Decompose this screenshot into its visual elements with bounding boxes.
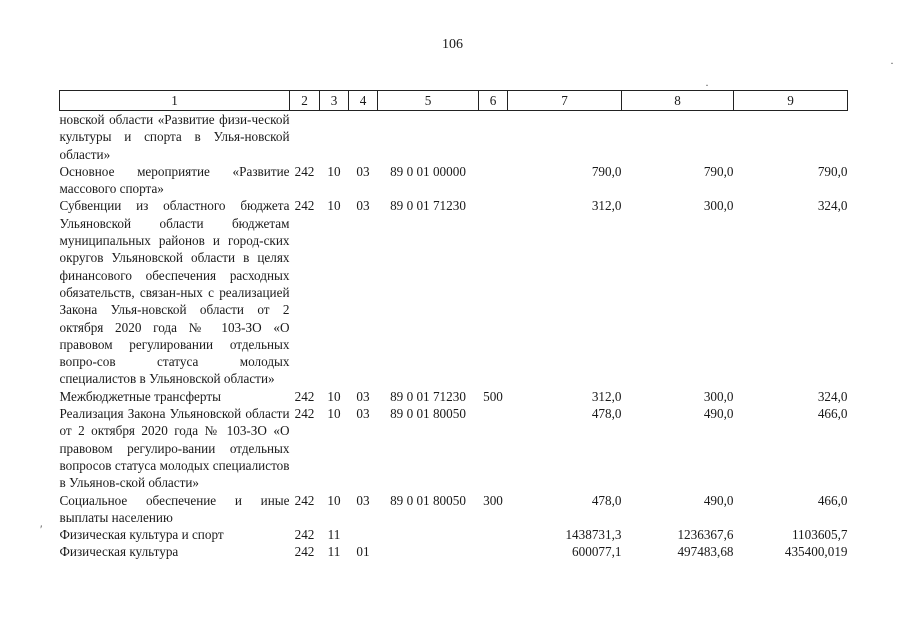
table-row <box>60 543 848 560</box>
row-value-9: 324,0 <box>817 198 848 214</box>
row-code-4: 03 <box>356 492 370 508</box>
row-code-4 <box>349 526 378 543</box>
row-code-6 <box>479 543 508 560</box>
row-code-2: 242 <box>294 406 315 422</box>
page-number: 106 <box>442 37 463 52</box>
row-name: Межбюджетные трансферты <box>59 388 221 404</box>
row-code-4: 03 <box>356 198 370 214</box>
header-col-3: 3 <box>320 91 349 111</box>
row-name: новской области «Развитие физи-ческой культуры и спорта в Улья-новской области» <box>59 112 290 162</box>
row-code-5: 89 0 01 71230 <box>390 198 466 214</box>
row-value-9: 466,0 <box>817 492 848 508</box>
header-col-4: 4 <box>349 91 378 111</box>
row-value-7 <box>508 111 622 163</box>
table-row <box>60 405 848 491</box>
row-value-9: 466,0 <box>817 406 848 422</box>
row-code-3: 11 <box>327 544 341 560</box>
row-code-3: 10 <box>327 406 341 422</box>
row-value-9: 790,0 <box>817 163 848 179</box>
row-code-4 <box>349 111 378 163</box>
row-name: Субвенции из областного бюджета Ульяновской области бюджетам муниципальных районов и город-ских округов Ульяновской области в целях финансового обеспечения расходных обязательств, связан-ных с реализацией Закона Улья-новской области от 2 октября 2020 года № 103-ЗО «О правовом регулировании отдельных вопро-сов статуса молодых специалистов в Ульяновской области» <box>59 198 290 387</box>
row-code-2 <box>290 111 320 163</box>
row-name: Физическая культура и спорт <box>59 527 224 543</box>
row-code-3: 10 <box>327 388 341 404</box>
row-code-6 <box>479 526 508 543</box>
row-code-3: 10 <box>327 163 341 179</box>
row-value-7: 600077,1 <box>572 544 622 560</box>
row-value-8: 497483,68 <box>677 544 734 560</box>
row-value-7: 790,0 <box>591 163 622 179</box>
row-code-2: 242 <box>294 388 315 404</box>
row-code-2: 242 <box>294 163 315 179</box>
row-code-5: 89 0 01 80050 <box>390 406 466 422</box>
row-value-8: 490,0 <box>703 406 734 422</box>
row-code-5 <box>378 543 479 560</box>
header-col-1: 1 <box>60 91 290 111</box>
scan-mark: ′ <box>40 522 43 536</box>
row-value-7: 478,0 <box>591 492 622 508</box>
row-value-9 <box>734 111 848 163</box>
header-col-6: 6 <box>479 91 508 111</box>
row-value-7: 478,0 <box>591 406 622 422</box>
table-row <box>60 492 848 527</box>
table-row <box>60 111 848 163</box>
row-code-6 <box>479 197 508 387</box>
header-col-7: 7 <box>508 91 622 111</box>
row-name: Основное мероприятие «Развитие массового спорта» <box>59 163 290 197</box>
row-value-8: 300,0 <box>703 388 734 404</box>
row-code-5 <box>378 111 479 163</box>
row-code-5 <box>378 526 479 543</box>
row-code-3: 10 <box>327 198 341 214</box>
row-code-5: 89 0 01 80050 <box>390 492 466 508</box>
row-code-4: 03 <box>356 388 370 404</box>
row-name: Физическая культура <box>59 544 179 560</box>
row-code-3: 11 <box>327 527 341 543</box>
row-code-2: 242 <box>294 198 315 214</box>
row-code-6: 500 <box>483 388 503 404</box>
row-value-7: 312,0 <box>591 198 622 214</box>
row-code-2: 242 <box>294 527 315 543</box>
header-col-8: 8 <box>622 91 734 111</box>
row-code-2: 242 <box>294 544 315 560</box>
row-value-8 <box>622 111 734 163</box>
row-value-7: 312,0 <box>591 388 622 404</box>
row-code-5: 89 0 01 71230 <box>390 388 466 404</box>
row-code-4: 03 <box>356 406 370 422</box>
row-code-4: 01 <box>356 544 370 560</box>
scan-speck: · <box>705 78 709 92</box>
row-value-7: 1438731,3 <box>565 527 622 543</box>
row-code-3 <box>320 111 349 163</box>
row-value-9: 435400,019 <box>784 544 848 560</box>
table-row <box>60 163 848 198</box>
table-row <box>60 526 848 543</box>
header-col-9: 9 <box>734 91 848 111</box>
row-code-6: 300 <box>483 492 503 508</box>
header-col-5: 5 <box>378 91 479 111</box>
table-row <box>60 388 848 405</box>
row-name: Реализация Закона Ульяновской области от 2 октября 2020 года № 103-ЗО «О правовом регулиро-вании отдельных вопросов статуса молодых специалистов в Ульянов-ской области» <box>59 406 290 491</box>
scan-speck: · <box>890 56 894 70</box>
row-code-5: 89 0 01 00000 <box>390 163 466 179</box>
row-value-8: 300,0 <box>703 198 734 214</box>
row-code-4: 03 <box>356 163 370 179</box>
row-value-8: 1236367,6 <box>677 527 734 543</box>
table-row <box>60 197 848 387</box>
row-name: Социальное обеспечение и иные выплаты населению <box>59 492 290 525</box>
row-value-9: 324,0 <box>817 388 848 404</box>
row-value-9: 1103605,7 <box>791 527 848 543</box>
row-code-6 <box>479 405 508 491</box>
row-value-8: 490,0 <box>703 492 734 508</box>
row-code-3: 10 <box>327 492 341 508</box>
header-row <box>60 91 848 111</box>
row-code-2: 242 <box>294 492 315 508</box>
row-value-8: 790,0 <box>703 163 734 179</box>
budget-table <box>59 90 848 561</box>
row-code-6 <box>479 111 508 163</box>
header-col-2: 2 <box>290 91 320 111</box>
row-code-6 <box>479 163 508 198</box>
